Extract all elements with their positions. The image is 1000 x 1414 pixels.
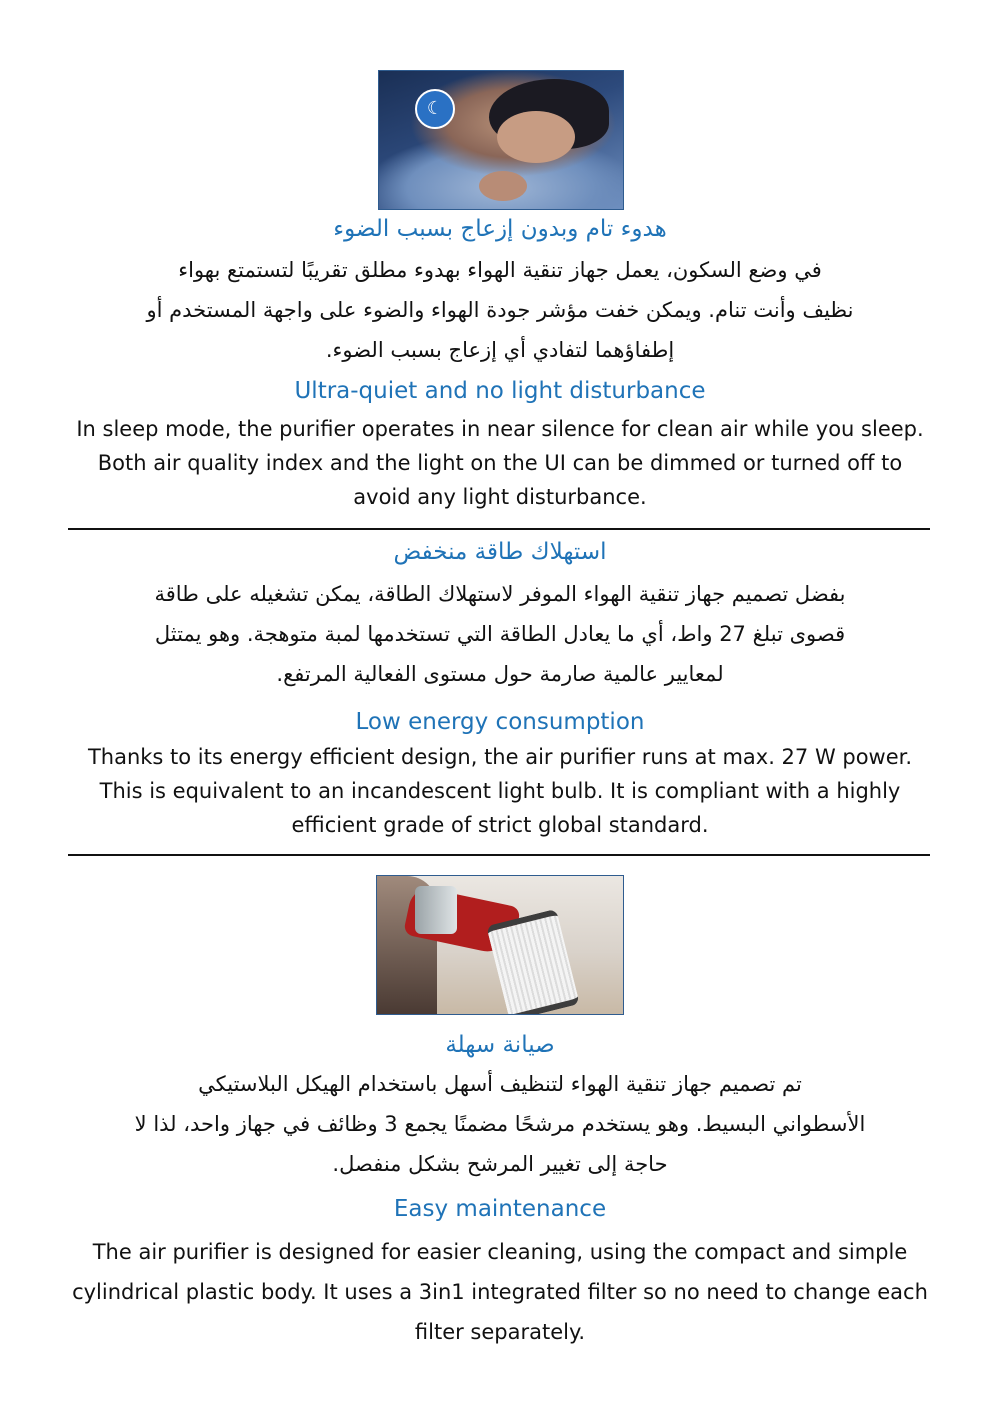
body-ar-line: إطفاؤهما لتفادي أي إزعاج بسبب الضوء. <box>325 338 675 362</box>
child-face <box>497 111 575 163</box>
section-title-ar-maintenance: صيانة سهلة <box>445 1032 555 1058</box>
section-body-en-energy <box>40 740 960 842</box>
body-en-line: In sleep mode, the purifier operates in near silence for clean air while you sleep. <box>76 417 924 441</box>
sleeping-child-image <box>378 70 624 210</box>
body-ar-line: تم تصميم جهاز تنقية الهواء لتنظيف أسهل باستخدام الهيكل البلاستيكي <box>198 1072 802 1096</box>
section-title-en-energy: Low energy consumption <box>355 709 645 735</box>
section-title-en-maintenance: Easy maintenance <box>393 1196 607 1222</box>
body-ar-line: بفضل تصميم جهاز تنقية الهواء الموفر لاستهلاك الطاقة، يمكن تشغيله على طاقة <box>154 582 846 606</box>
body-ar-line: لمعايير عالمية صارمة حول مستوى الفعالية المرتفع. <box>276 662 724 686</box>
section-title-ar-energy: استهلاك طاقة منخفض <box>393 539 607 565</box>
section-body-ar-maintenance <box>50 1064 950 1184</box>
section-body-en-maintenance <box>40 1232 960 1352</box>
body-en-line: efficient grade of strict global standard. <box>291 813 709 837</box>
body-en-line: filter separately. <box>414 1320 586 1344</box>
section-body-ar-energy <box>60 574 940 694</box>
body-ar-line: في وضع السكون، يعمل جهاز تنقية الهواء بهدوء مطلق تقريبًا لتستمتع بهواء <box>178 258 822 282</box>
section-title-ar-quiet: هدوء تام وبدون إزعاج بسبب الضوء <box>333 216 667 242</box>
section-divider <box>68 528 930 530</box>
body-ar-line: الأسطواني البسيط. وهو يستخدم مرشحًا مضمنًا يجمع 3 وظائف في جهاز واحد، لذا لا <box>134 1112 866 1136</box>
body-en-line: This is equivalent to an incandescent light bulb. It is compliant with a highly <box>99 779 901 803</box>
body-en-line: The air purifier is designed for easier cleaning, using the compact and simple <box>92 1240 908 1264</box>
body-en-line: Thanks to its energy efficient design, the air purifier runs at max. 27 W power. <box>87 745 913 769</box>
section-body-ar-quiet <box>60 250 940 370</box>
body-ar-line: حاجة إلى تغيير المرشح بشكل منفصل. <box>332 1152 668 1176</box>
body-en-line: cylindrical plastic body. It uses a 3in1 integrated filter so no need to change each <box>72 1280 928 1304</box>
vacuum-tank <box>415 886 457 934</box>
section-divider <box>68 854 930 856</box>
quiet-mode-icon: ☾ <box>415 89 455 129</box>
section-body-en-quiet <box>40 412 960 514</box>
cylindrical-filter <box>486 909 580 1015</box>
vacuum-filter-image <box>376 875 624 1015</box>
body-ar-line: نظيف وأنت تنام. ويمكن خفت مؤشر جودة الهواء والضوء على واجهة المستخدم أو <box>146 298 854 322</box>
body-en-line: Both air quality index and the light on the UI can be dimmed or turned off to <box>97 451 903 475</box>
child-hand <box>479 171 527 201</box>
section-title-en-quiet: Ultra-quiet and no light disturbance <box>294 378 706 404</box>
body-en-line: avoid any light disturbance. <box>353 485 647 509</box>
body-ar-line: قصوى تبلغ 27 واط، أي ما يعادل الطاقة التي تستخدمها لمبة متوهجة. وهو يمتثل <box>154 622 846 646</box>
